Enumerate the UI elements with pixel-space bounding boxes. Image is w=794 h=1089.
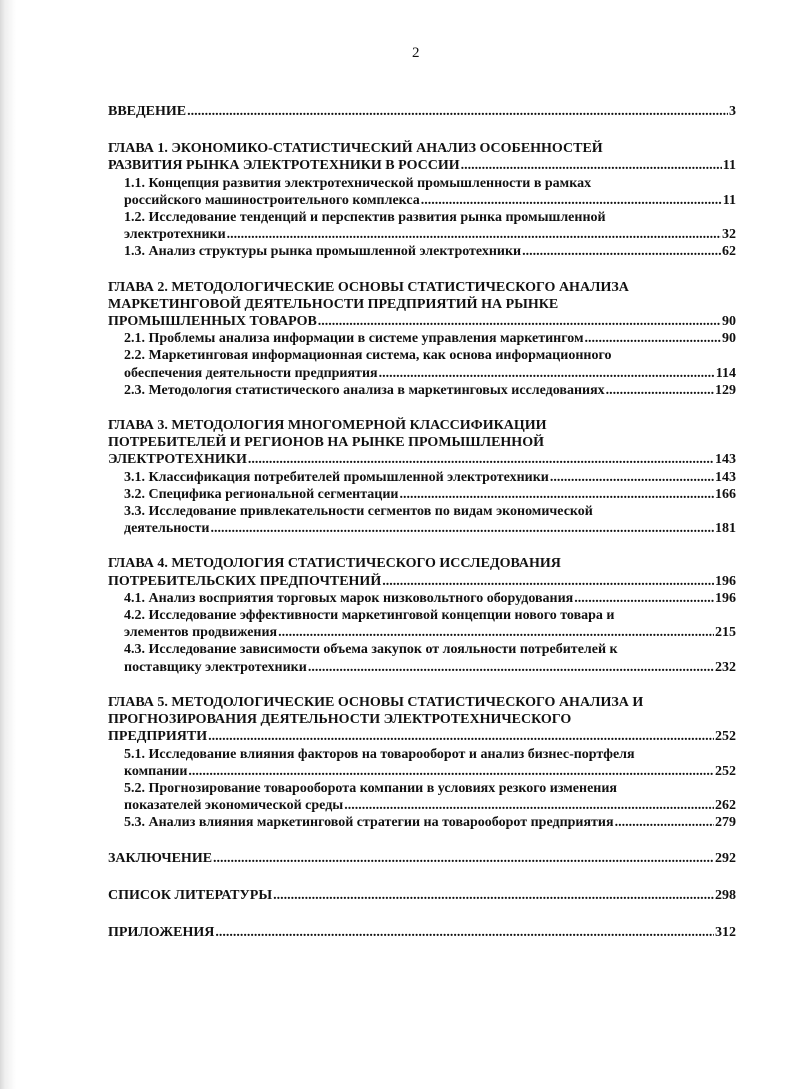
chapter-title-line: ПРОМЫШЛЕННЫХ ТОВАРОВ — [108, 314, 317, 330]
section-title-line: поставщику электротехники — [124, 659, 307, 675]
dot-leader — [399, 486, 714, 503]
section-title-line: 2.2. Маркетинговая информационная система, как основа информационного — [124, 348, 612, 364]
section-title-line: обеспечения деятельности предприятия — [124, 365, 378, 381]
toc-entry-title: ЗАКЛЮЧЕНИЕ — [108, 850, 213, 866]
chapter-title-line: ПРОГНОЗИРОВАНИЯ ДЕЯТЕЛЬНОСТИ ЭЛЕКТРОТЕХНИЧЕСКОГО — [108, 712, 572, 728]
toc-entry-references[interactable] — [108, 887, 736, 904]
section-title-line: электротехники — [124, 227, 226, 243]
section-title-line: российского машиностроительного комплекса — [124, 192, 420, 208]
toc-section-4-2[interactable] — [124, 607, 736, 641]
section-page: 62 — [722, 244, 736, 260]
section-title-line: 2.3. Методология статистического анализа в маркетинговых исследованиях — [124, 382, 605, 398]
chapter-title-line: ГЛАВА 3. МЕТОДОЛОГИЯ МНОГОМЕРНОЙ КЛАССИФИКАЦИИ — [108, 418, 547, 434]
dot-leader — [318, 313, 721, 330]
chapter-title-line: ГЛАВА 2. МЕТОДОЛОГИЧЕСКИЕ ОСНОВЫ СТАТИСТИЧЕСКОГО АНАЛИЗА — [108, 279, 629, 295]
chapter-title[interactable] — [108, 417, 736, 469]
chapter-title[interactable] — [108, 279, 736, 331]
chapter-title-line: ПОТРЕБИТЕЛЕЙ И РЕГИОНОВ НА РЫНКЕ ПРОМЫШЛЕННОЙ — [108, 435, 544, 451]
section-title-line: 3.2. Специфика региональной сегментации — [124, 486, 399, 502]
section-page: 262 — [715, 798, 736, 814]
chapter-title-line: РАЗВИТИЯ РЫНКА ЭЛЕКТРОТЕХНИКИ В РОССИИ — [108, 158, 460, 174]
section-page: 32 — [722, 227, 736, 243]
dot-leader — [210, 520, 714, 537]
chapter-title-line: ЭЛЕКТРОТЕХНИКИ — [108, 452, 247, 468]
toc-entry-conclusion[interactable] — [108, 850, 736, 867]
section-title-line: 2.1. Проблемы анализа информации в системе управления маркетингом — [124, 331, 584, 347]
section-title-line: 5.3. Анализ влияния маркетинговой стратегии на товарооборот предприятия — [124, 815, 614, 831]
toc-section-5-3[interactable] — [124, 814, 736, 831]
dot-leader — [574, 590, 714, 607]
chapter-title-line: МАРКЕТИНГОВОЙ ДЕЯТЕЛЬНОСТИ ПРЕДПРИЯТИЙ НА РЫНКЕ — [108, 296, 559, 312]
toc-entry-title: СПИСОК ЛИТЕРАТУРЫ — [108, 887, 273, 903]
toc-entry-page: 292 — [715, 850, 736, 866]
chapter-page: 90 — [722, 314, 736, 330]
toc-entry-page: 298 — [715, 887, 736, 903]
section-page: 279 — [715, 815, 736, 831]
toc-section-5-2[interactable] — [124, 780, 736, 814]
toc-section-3-2[interactable] — [124, 486, 736, 503]
toc-section-4-3[interactable] — [124, 641, 736, 675]
dot-leader — [382, 573, 714, 590]
dot-leader — [188, 763, 714, 780]
section-page: 114 — [715, 365, 736, 381]
toc-chapter-1 — [108, 140, 736, 260]
chapter-title-line: ГЛАВА 4. МЕТОДОЛОГИЯ СТАТИСТИЧЕСКОГО ИССЛЕДОВАНИЯ — [108, 556, 561, 572]
dot-leader — [421, 192, 722, 209]
dot-leader — [584, 330, 721, 347]
toc-section-5-1[interactable] — [124, 746, 736, 780]
toc-chapter-3 — [108, 417, 736, 537]
section-title-line: элементов продвижения — [124, 625, 278, 641]
section-title-line: 4.2. Исследование эффективности маркетинговой концепции нового товара и — [124, 608, 615, 624]
chapter-title[interactable] — [108, 140, 736, 174]
toc-chapter-5 — [108, 694, 736, 832]
page-number: 2 — [412, 45, 420, 61]
section-title-line: 3.1. Классификация потребителей промышленной электротехники — [124, 469, 549, 485]
chapter-title-line: ПОТРЕБИТЕЛЬСКИХ ПРЕДПОЧТЕНИЙ — [108, 573, 382, 589]
chapter-title-line: ГЛАВА 5. МЕТОДОЛОГИЧЕСКИЕ ОСНОВЫ СТАТИСТИЧЕСКОГО АНАЛИЗА И — [108, 694, 644, 710]
section-title-line: 3.3. Исследование привлекательности сегментов по видам экономической — [124, 504, 593, 520]
dot-leader — [550, 469, 714, 486]
table-of-contents — [108, 103, 736, 961]
section-page: 90 — [722, 331, 736, 347]
chapter-title-line: ПРЕДПРИЯТИ — [108, 729, 208, 745]
section-page: 181 — [715, 521, 736, 537]
toc-section-2-1[interactable] — [124, 330, 736, 347]
toc-entry-page: 3 — [729, 104, 736, 119]
section-title-line: 1.2. Исследование тенденций и перспектив развития рынка промышленной — [124, 210, 606, 226]
toc-chapter-2 — [108, 279, 736, 399]
dot-leader — [379, 365, 715, 382]
toc-chapter-4 — [108, 555, 736, 675]
toc-section-1-1[interactable] — [124, 175, 736, 209]
section-title-line: 4.3. Исследование зависимости объема закупок от лояльности потребителей к — [124, 642, 618, 658]
section-title-line: 5.2. Прогнозирование товарооборота компании в условиях резкого изменения — [124, 780, 618, 796]
dot-leader — [215, 924, 714, 941]
toc-section-1-3[interactable] — [124, 243, 736, 260]
toc-entry-page: 312 — [715, 924, 736, 940]
dot-leader — [308, 659, 714, 676]
section-page: 232 — [715, 659, 736, 675]
dot-leader — [208, 728, 714, 745]
section-title-line: 5.1. Исследование влияния факторов на товарооборот и анализ бизнес-портфеля — [124, 746, 635, 762]
dot-leader — [248, 451, 714, 468]
section-page: 11 — [722, 192, 736, 208]
dot-leader — [615, 814, 714, 831]
chapter-page: 11 — [722, 158, 736, 174]
section-page: 129 — [715, 382, 736, 398]
section-title-line: 1.1. Концепция развития электротехнической промышленности в рамках — [124, 175, 592, 191]
chapter-title[interactable] — [108, 555, 736, 589]
section-title-line: деятельности — [124, 521, 210, 537]
toc-section-4-1[interactable] — [124, 590, 736, 607]
dot-leader — [461, 157, 722, 174]
scan-edge-shadow — [0, 0, 16, 1089]
toc-entry-appendices[interactable] — [108, 924, 736, 941]
dot-leader — [522, 243, 721, 260]
dot-leader — [278, 624, 714, 641]
section-page: 252 — [715, 763, 736, 779]
dot-leader — [213, 850, 714, 867]
section-page: 166 — [715, 486, 736, 502]
toc-section-2-3[interactable] — [124, 382, 736, 399]
toc-section-3-1[interactable] — [124, 469, 736, 486]
section-title-line: компании — [124, 763, 188, 779]
chapter-title[interactable] — [108, 694, 736, 746]
section-title-line: 1.3. Анализ структуры рынка промышленной электротехники — [124, 244, 522, 260]
section-title-line: показателей экономической среды — [124, 798, 344, 814]
toc-section-2-2[interactable] — [124, 347, 736, 381]
dot-leader — [273, 887, 714, 904]
section-page: 196 — [715, 590, 736, 606]
toc-entry-intro[interactable] — [108, 103, 736, 120]
chapter-page: 252 — [715, 729, 736, 745]
section-page: 143 — [715, 469, 736, 485]
toc-section-1-2[interactable] — [124, 209, 736, 243]
chapter-page: 143 — [715, 452, 736, 468]
chapter-page: 196 — [715, 573, 736, 589]
toc-entry-title: ПРИЛОЖЕНИЯ — [108, 924, 215, 940]
dot-leader — [606, 382, 714, 399]
section-title-line: 4.1. Анализ восприятия торговых марок низковольтного оборудования — [124, 590, 574, 606]
dot-leader — [227, 226, 721, 243]
toc-entry-title: ВВЕДЕНИЕ — [108, 104, 187, 119]
section-page: 215 — [715, 625, 736, 641]
toc-section-3-3[interactable] — [124, 503, 736, 537]
chapter-title-line: ГЛАВА 1. ЭКОНОМИКО-СТАТИСТИЧЕСКИЙ АНАЛИЗ ОСОБЕННОСТЕЙ — [108, 141, 603, 157]
dot-leader — [344, 797, 714, 814]
dot-leader — [187, 103, 728, 120]
